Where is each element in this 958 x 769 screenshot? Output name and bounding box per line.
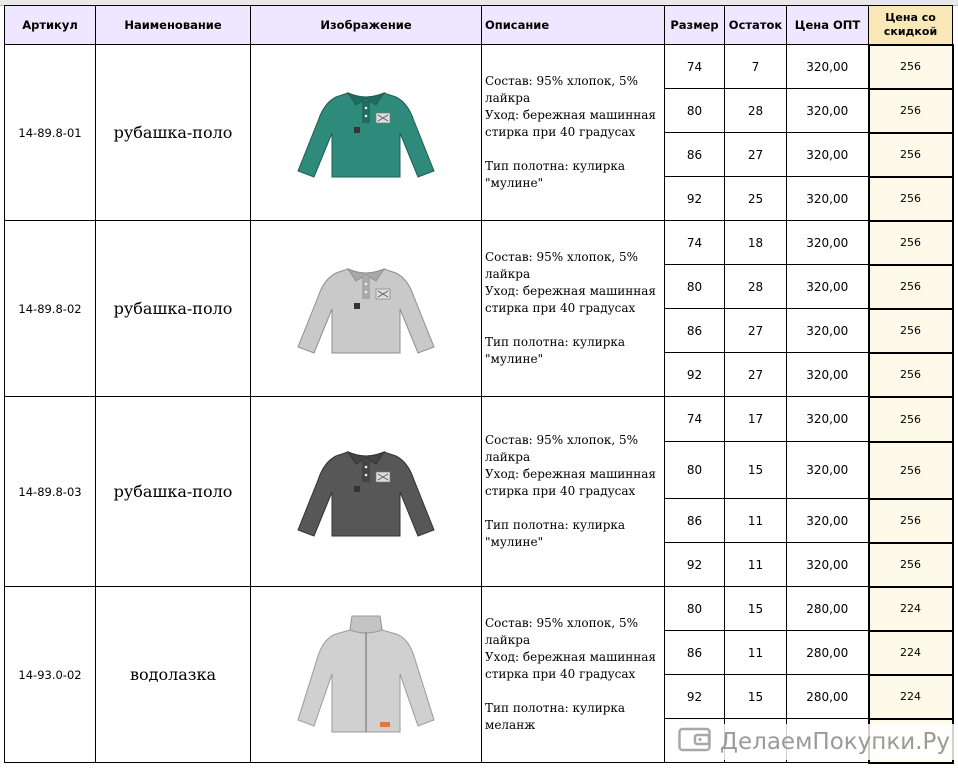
price-discount-cell[interactable]: 256 (869, 397, 953, 442)
price-wholesale-cell[interactable]: 320,00 (787, 265, 869, 309)
wallet-icon (678, 726, 712, 758)
image-cell[interactable] (251, 397, 482, 587)
product-name-cell[interactable]: рубашка-поло (96, 397, 251, 587)
description-line: Уход: бережная машинная (485, 108, 656, 122)
size-cell[interactable]: 92 (665, 675, 725, 719)
stock-cell[interactable]: 7 (725, 45, 787, 89)
size-cell[interactable]: 86 (665, 133, 725, 177)
product-name-cell[interactable]: водолазка (96, 587, 251, 763)
stock-cell[interactable]: 15 (725, 675, 787, 719)
description-line: "мулине" (485, 176, 544, 190)
description-gap (485, 141, 662, 158)
size-cell[interactable]: 74 (665, 221, 725, 265)
price-wholesale-cell[interactable]: 320,00 (787, 397, 869, 442)
price-discount-cell[interactable]: 256 (869, 45, 953, 89)
description-line: Состав: 95% хлопок, 5% (485, 250, 639, 264)
description-line: Состав: 95% хлопок, 5% (485, 616, 639, 630)
article-cell[interactable]: 14-89.8-03 (5, 397, 96, 587)
stock-cell[interactable]: 15 (725, 587, 787, 631)
description-line: лайкра (485, 91, 531, 105)
size-cell[interactable]: 86 (665, 309, 725, 353)
price-wholesale-cell[interactable]: 320,00 (787, 45, 869, 89)
header-article[interactable]: Артикул (5, 6, 96, 45)
price-wholesale-cell[interactable]: 320,00 (787, 353, 869, 397)
price-wholesale-cell[interactable]: 320,00 (787, 442, 869, 499)
description-line: Уход: бережная машинная (485, 284, 656, 298)
product-name-cell[interactable]: рубашка-поло (96, 221, 251, 397)
description-gap (485, 500, 662, 517)
stock-cell[interactable]: 18 (725, 221, 787, 265)
header-price-wholesale[interactable]: Цена ОПТ (787, 6, 869, 45)
size-cell[interactable]: 80 (665, 587, 725, 631)
size-cell[interactable]: 92 (665, 543, 725, 587)
stock-cell[interactable]: 28 (725, 265, 787, 309)
product-name-cell[interactable]: рубашка-поло (96, 45, 251, 221)
watermark (676, 724, 958, 760)
image-cell[interactable] (251, 587, 482, 763)
price-discount-cell[interactable]: 224 (869, 587, 953, 631)
description-line: стирка при 40 градусах (485, 484, 636, 498)
description-gap (485, 317, 662, 334)
description-line: Тип полотна: кулирка (485, 159, 626, 173)
description-gap (485, 683, 662, 700)
header-price-discount[interactable]: Цена со скидкой (869, 6, 953, 45)
description-line: стирка при 40 градусах (485, 125, 636, 139)
price-discount-cell[interactable]: 224 (869, 631, 953, 675)
size-cell[interactable]: 86 (665, 499, 725, 543)
description-line: меланж (485, 718, 536, 732)
price-wholesale-cell[interactable]: 280,00 (787, 675, 869, 719)
table-row (5, 45, 953, 89)
light-grey-turtleneck-icon (296, 723, 436, 742)
price-discount-cell[interactable]: 256 (869, 177, 953, 221)
size-cell[interactable]: 80 (665, 89, 725, 133)
price-discount-cell[interactable]: 256 (869, 442, 953, 499)
watermark-text: ДелаемПокупки.Ру (720, 729, 950, 755)
stock-cell[interactable]: 27 (725, 309, 787, 353)
description-line: Уход: бережная машинная (485, 650, 656, 664)
price-discount-cell[interactable]: 256 (869, 265, 953, 309)
header-image[interactable]: Изображение (251, 6, 482, 45)
description-line: Состав: 95% хлопок, 5% (485, 433, 639, 447)
description-line: стирка при 40 градусах (485, 667, 636, 681)
image-cell[interactable] (251, 221, 482, 397)
description-line: Тип полотна: кулирка (485, 335, 626, 349)
price-discount-cell[interactable]: 256 (869, 499, 953, 543)
header-row (5, 6, 953, 45)
description-line: "мулине" (485, 352, 544, 366)
price-wholesale-cell[interactable]: 320,00 (787, 133, 869, 177)
stock-cell[interactable]: 15 (725, 442, 787, 499)
stock-cell[interactable]: 25 (725, 177, 787, 221)
table-row (5, 397, 953, 442)
stock-cell[interactable]: 11 (725, 543, 787, 587)
description-cell[interactable] (482, 587, 665, 763)
stock-cell[interactable]: 28 (725, 89, 787, 133)
price-wholesale-cell[interactable]: 280,00 (787, 587, 869, 631)
price-wholesale-cell[interactable]: 320,00 (787, 177, 869, 221)
description-line: "мулине" (485, 535, 544, 549)
price-discount-cell[interactable]: 224 (869, 675, 953, 719)
description-line: Уход: бережная машинная (485, 467, 656, 481)
header-size[interactable]: Размер (665, 6, 725, 45)
header-name[interactable]: Наименование (96, 6, 251, 45)
description-cell[interactable] (482, 397, 665, 587)
size-cell[interactable]: 74 (665, 397, 725, 442)
green-polo-shirt-icon (296, 166, 436, 185)
description-cell[interactable] (482, 221, 665, 397)
description-line: лайкра (485, 267, 531, 281)
price-discount-cell[interactable]: 256 (869, 89, 953, 133)
size-cell[interactable]: 80 (665, 442, 725, 499)
description-line: Тип полотна: кулирка (485, 518, 626, 532)
description-line: Состав: 95% хлопок, 5% (485, 74, 639, 88)
price-wholesale-cell[interactable]: 320,00 (787, 89, 869, 133)
size-cell[interactable]: 92 (665, 353, 725, 397)
description-cell[interactable] (482, 45, 665, 221)
stock-cell[interactable]: 17 (725, 397, 787, 442)
article-cell[interactable]: 14-89.8-02 (5, 221, 96, 397)
price-discount-cell[interactable]: 256 (869, 221, 953, 265)
description-line: лайкра (485, 450, 531, 464)
table-row (5, 221, 953, 265)
product-table (4, 5, 954, 764)
price-wholesale-cell[interactable]: 320,00 (787, 309, 869, 353)
table-row (5, 587, 953, 631)
price-discount-cell[interactable]: 256 (869, 353, 953, 397)
stock-cell[interactable]: 27 (725, 353, 787, 397)
size-cell[interactable]: 86 (665, 631, 725, 675)
stock-cell[interactable]: 11 (725, 499, 787, 543)
article-cell[interactable]: 14-89.8-01 (5, 45, 96, 221)
header-stock[interactable]: Остаток (725, 6, 787, 45)
size-cell[interactable]: 92 (665, 177, 725, 221)
header-description[interactable]: Описание (482, 6, 665, 45)
price-wholesale-cell[interactable]: 320,00 (787, 499, 869, 543)
size-cell[interactable]: 80 (665, 265, 725, 309)
price-discount-cell[interactable]: 256 (869, 543, 953, 587)
stock-cell[interactable]: 27 (725, 133, 787, 177)
stock-cell[interactable]: 11 (725, 631, 787, 675)
description-line: лайкра (485, 633, 531, 647)
grey-polo-shirt-icon (296, 342, 436, 361)
price-discount-cell[interactable]: 256 (869, 309, 953, 353)
price-wholesale-cell[interactable]: 320,00 (787, 543, 869, 587)
image-cell[interactable] (251, 45, 482, 221)
price-discount-cell[interactable]: 256 (869, 133, 953, 177)
price-wholesale-cell[interactable]: 320,00 (787, 221, 869, 265)
dark-grey-polo-shirt-icon (296, 525, 436, 544)
price-wholesale-cell[interactable]: 280,00 (787, 631, 869, 675)
article-cell[interactable]: 14-93.0-02 (5, 587, 96, 763)
size-cell[interactable]: 74 (665, 45, 725, 89)
description-line: Тип полотна: кулирка (485, 701, 626, 715)
description-line: стирка при 40 градусах (485, 301, 636, 315)
